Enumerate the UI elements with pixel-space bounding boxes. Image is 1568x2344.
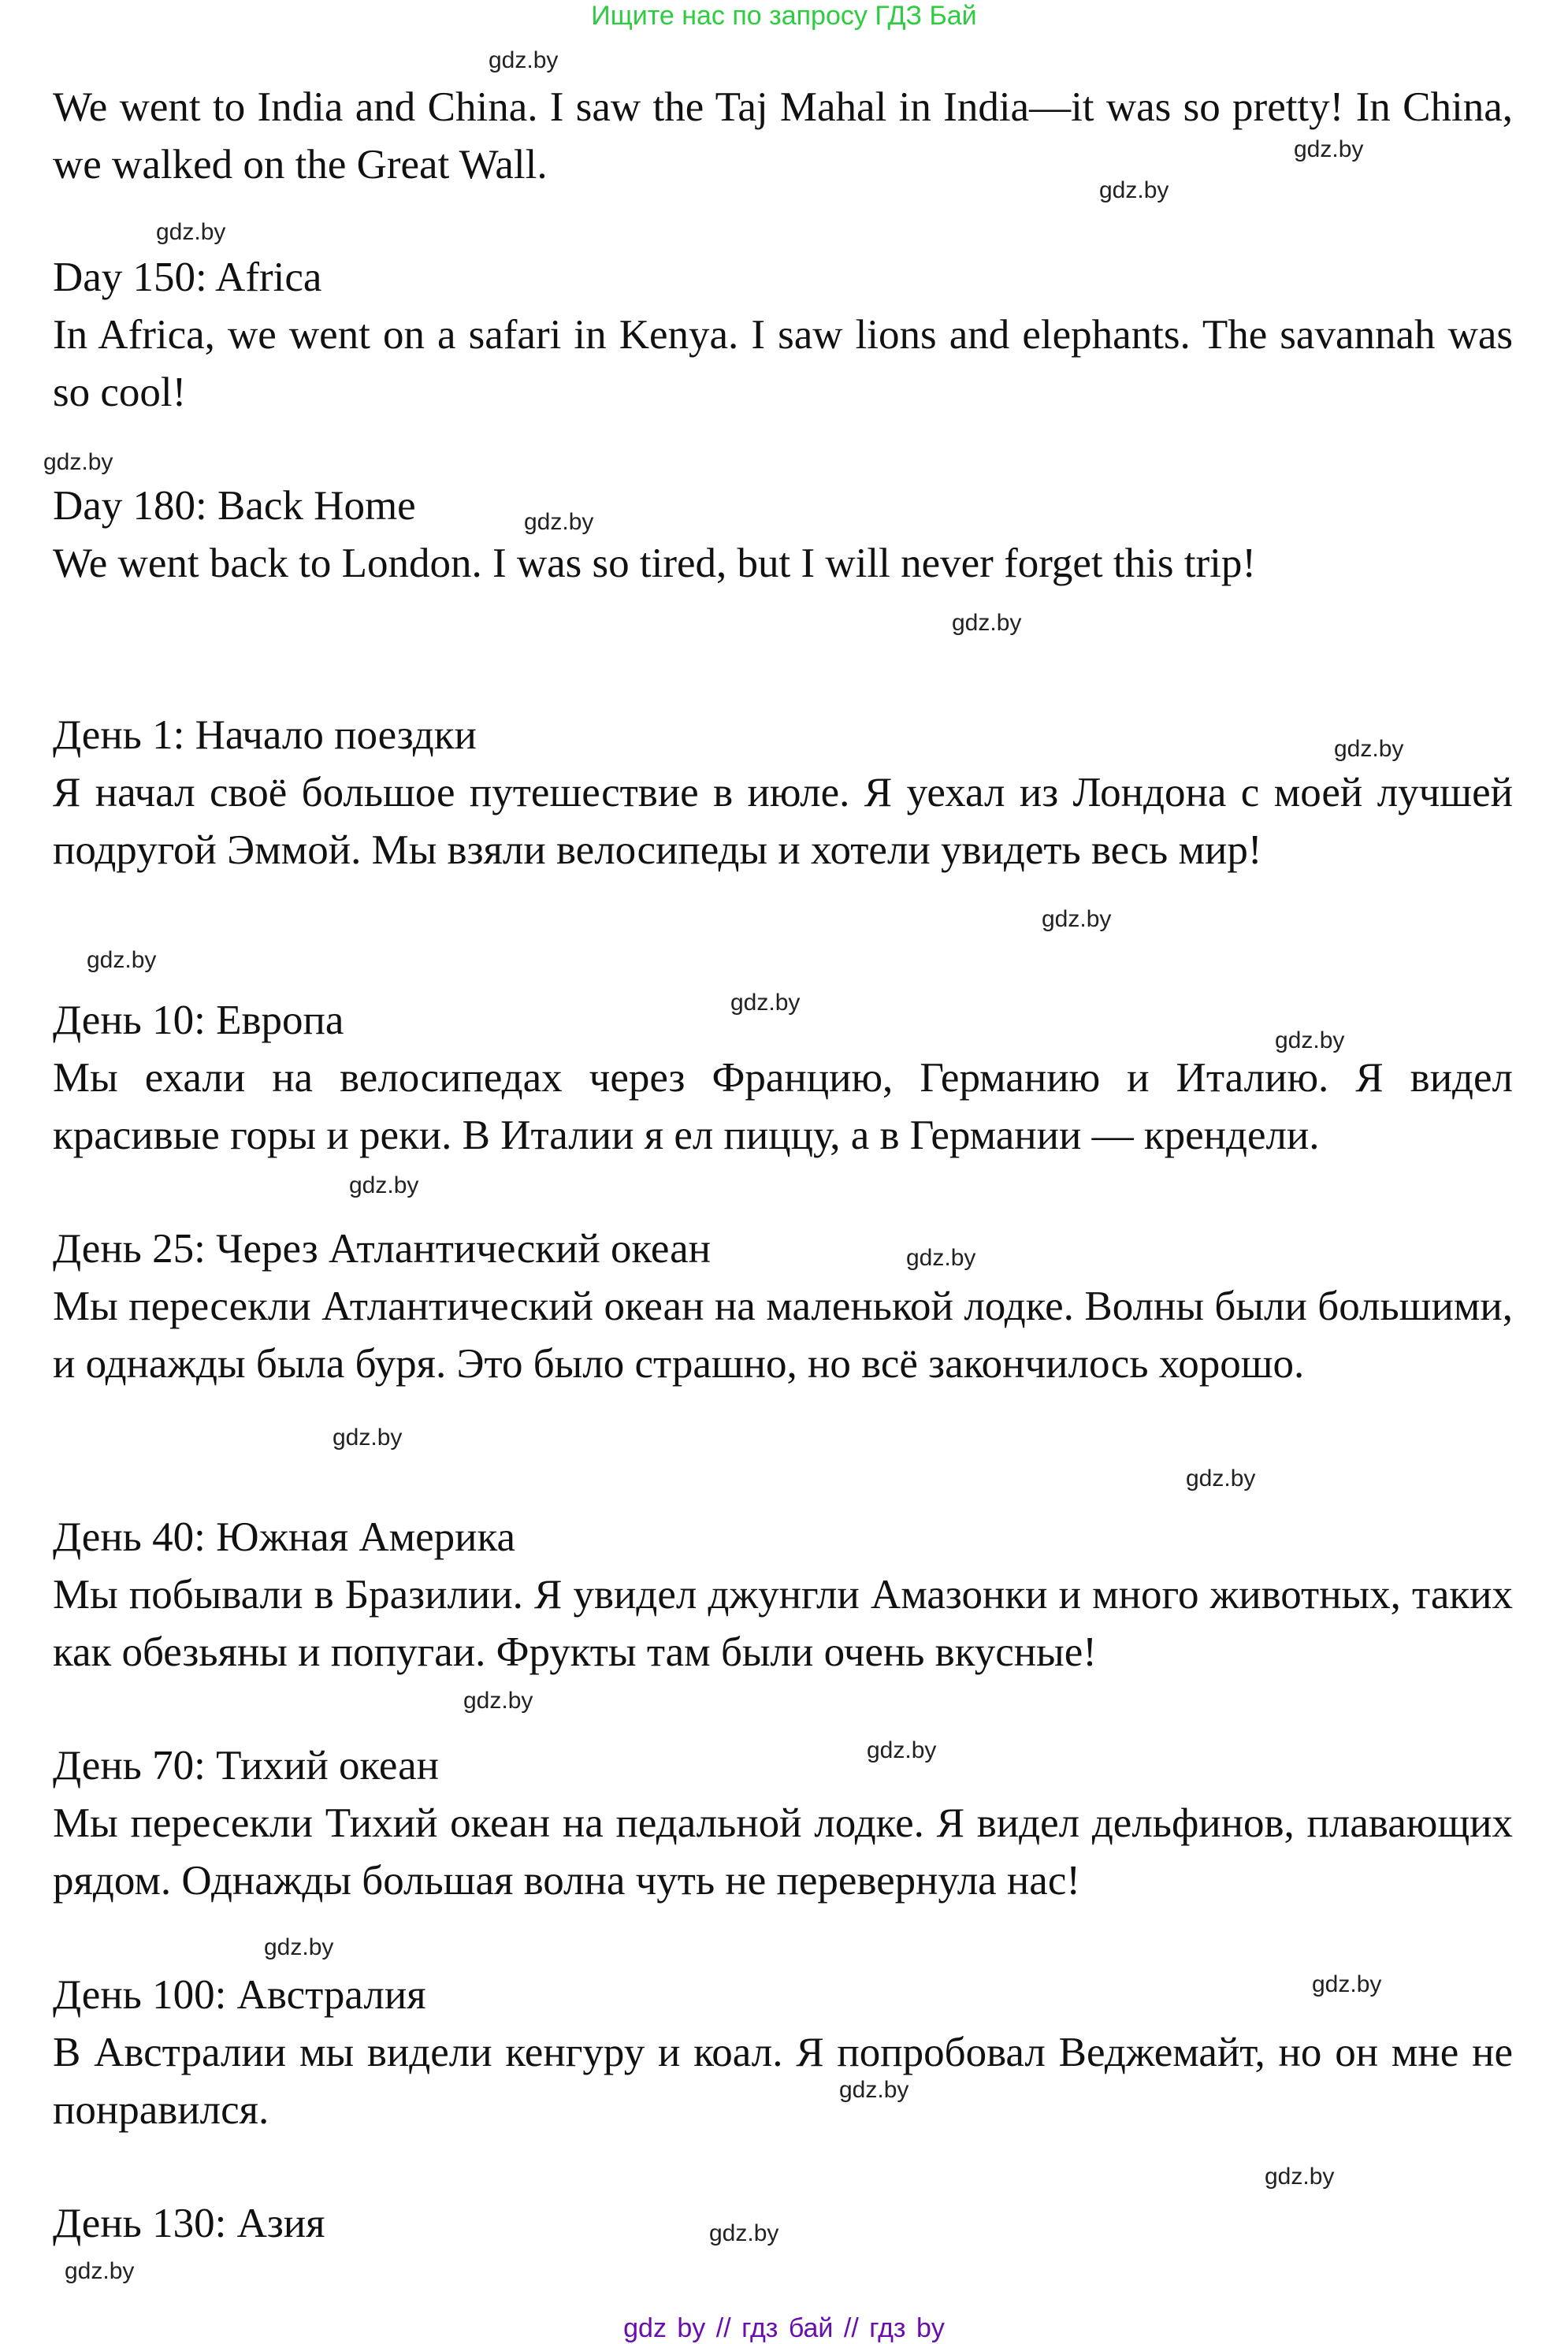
entry-heading: Day 180: Back Home xyxy=(53,483,416,529)
entry-den-1 xyxy=(53,707,1513,879)
entry-heading: День 130: Азия xyxy=(53,2201,325,2246)
watermark: gdz.by xyxy=(349,1172,419,1198)
watermark: gdz.by xyxy=(1275,1027,1345,1053)
entry-heading: День 25: Через Атлантический океан xyxy=(53,1226,711,1272)
entry-day-150 xyxy=(53,249,1513,422)
entry-heading: День 1: Начало поездки xyxy=(53,712,477,758)
watermark: gdz.by xyxy=(1294,136,1364,162)
entry-heading: День 70: Тихий океан xyxy=(53,1743,439,1789)
footer-links[interactable]: gdz by // гдз бай // гдз by xyxy=(623,2313,945,2343)
watermark: gdz.by xyxy=(1042,906,1112,932)
entry-heading: День 100: Австралия xyxy=(53,1972,426,2018)
watermark: gdz.by xyxy=(1334,736,1404,762)
entry-den-100 xyxy=(53,1967,1513,2139)
entry-text: Я начал своё большое путешествие в июле. Я уехал из Лондона с моей лучшей подругой Эммой. Мы взяли велосипеды и хотели увидеть весь мир! xyxy=(53,770,1513,873)
entry-den-25 xyxy=(53,1220,1513,1393)
watermark: gdz.by xyxy=(489,47,559,73)
watermark: gdz.by xyxy=(952,610,1022,636)
entry-text: Мы пересекли Тихий океан на педальной лодке. Я видел дельфинов, плавающих рядом. Однажды большая волна чуть не перевернула нас! xyxy=(53,1800,1513,1904)
watermark: gdz.by xyxy=(839,2077,909,2103)
watermark: gdz.by xyxy=(463,1688,533,1714)
watermark: gdz.by xyxy=(1099,177,1169,203)
entry-text: В Австралии мы видели кенгуру и коал. Я попробовал Веджемайт, но он мне не понравился. xyxy=(53,2030,1513,2133)
entry-den-10 xyxy=(53,992,1513,1165)
entry-heading: Day 150: Africa xyxy=(53,254,322,300)
entry-text: Мы побывали в Бразилии. Я увидел джунгли Амазонки и много животных, таких как обезьяны и попугаи. Фрукты там были очень вкусные! xyxy=(53,1572,1513,1675)
watermark: gdz.by xyxy=(43,449,113,475)
entry-text: Мы ехали на велосипедах через Францию, Германию и Италию. Я видел красивые горы и реки. В Италии я ел пиццу, а в Германии — крендели. xyxy=(53,1055,1513,1158)
entry-text: In Africa, we went on a safari in Kenya. I saw lions and elephants. The savannah was so cool! xyxy=(53,312,1513,415)
top-banner[interactable]: Ищите нас по запросу ГДЗ Бай xyxy=(591,1,977,31)
entry-day-180 xyxy=(53,477,1513,593)
entry-heading: День 40: Южная Америка xyxy=(53,1514,516,1560)
watermark: gdz.by xyxy=(87,947,157,973)
watermark: gdz.by xyxy=(709,2220,779,2246)
watermark: gdz.by xyxy=(264,1934,334,1960)
entry-text: We went to India and China. I saw the Taj Mahal in India—it was so pretty! In China, we walked on the Great Wall. xyxy=(53,84,1513,188)
entry-text: Мы пересекли Атлантический океан на маленькой лодке. Волны были большими, и однажды была буря. Это было страшно, но всё закончилось хорошо. xyxy=(53,1283,1513,1387)
watermark: gdz.by xyxy=(65,2258,135,2284)
watermark: gdz.by xyxy=(524,509,594,535)
watermark: gdz.by xyxy=(1265,2164,1335,2190)
watermark: gdz.by xyxy=(1312,1971,1382,1997)
entry-den-70 xyxy=(53,1737,1513,1910)
entry-heading: День 10: Европа xyxy=(53,997,344,1043)
watermark: gdz.by xyxy=(906,1245,976,1271)
watermark: gdz.by xyxy=(730,990,801,1016)
watermark: gdz.by xyxy=(333,1425,403,1451)
entry-den-130 xyxy=(53,2195,1513,2253)
entry-text: We went back to London. I was so tired, but I will never forget this trip! xyxy=(53,540,1256,586)
watermark: gdz.by xyxy=(156,219,226,245)
watermark: gdz.by xyxy=(1186,1465,1256,1491)
watermark: gdz.by xyxy=(867,1737,937,1763)
entry-den-40 xyxy=(53,1509,1513,1681)
